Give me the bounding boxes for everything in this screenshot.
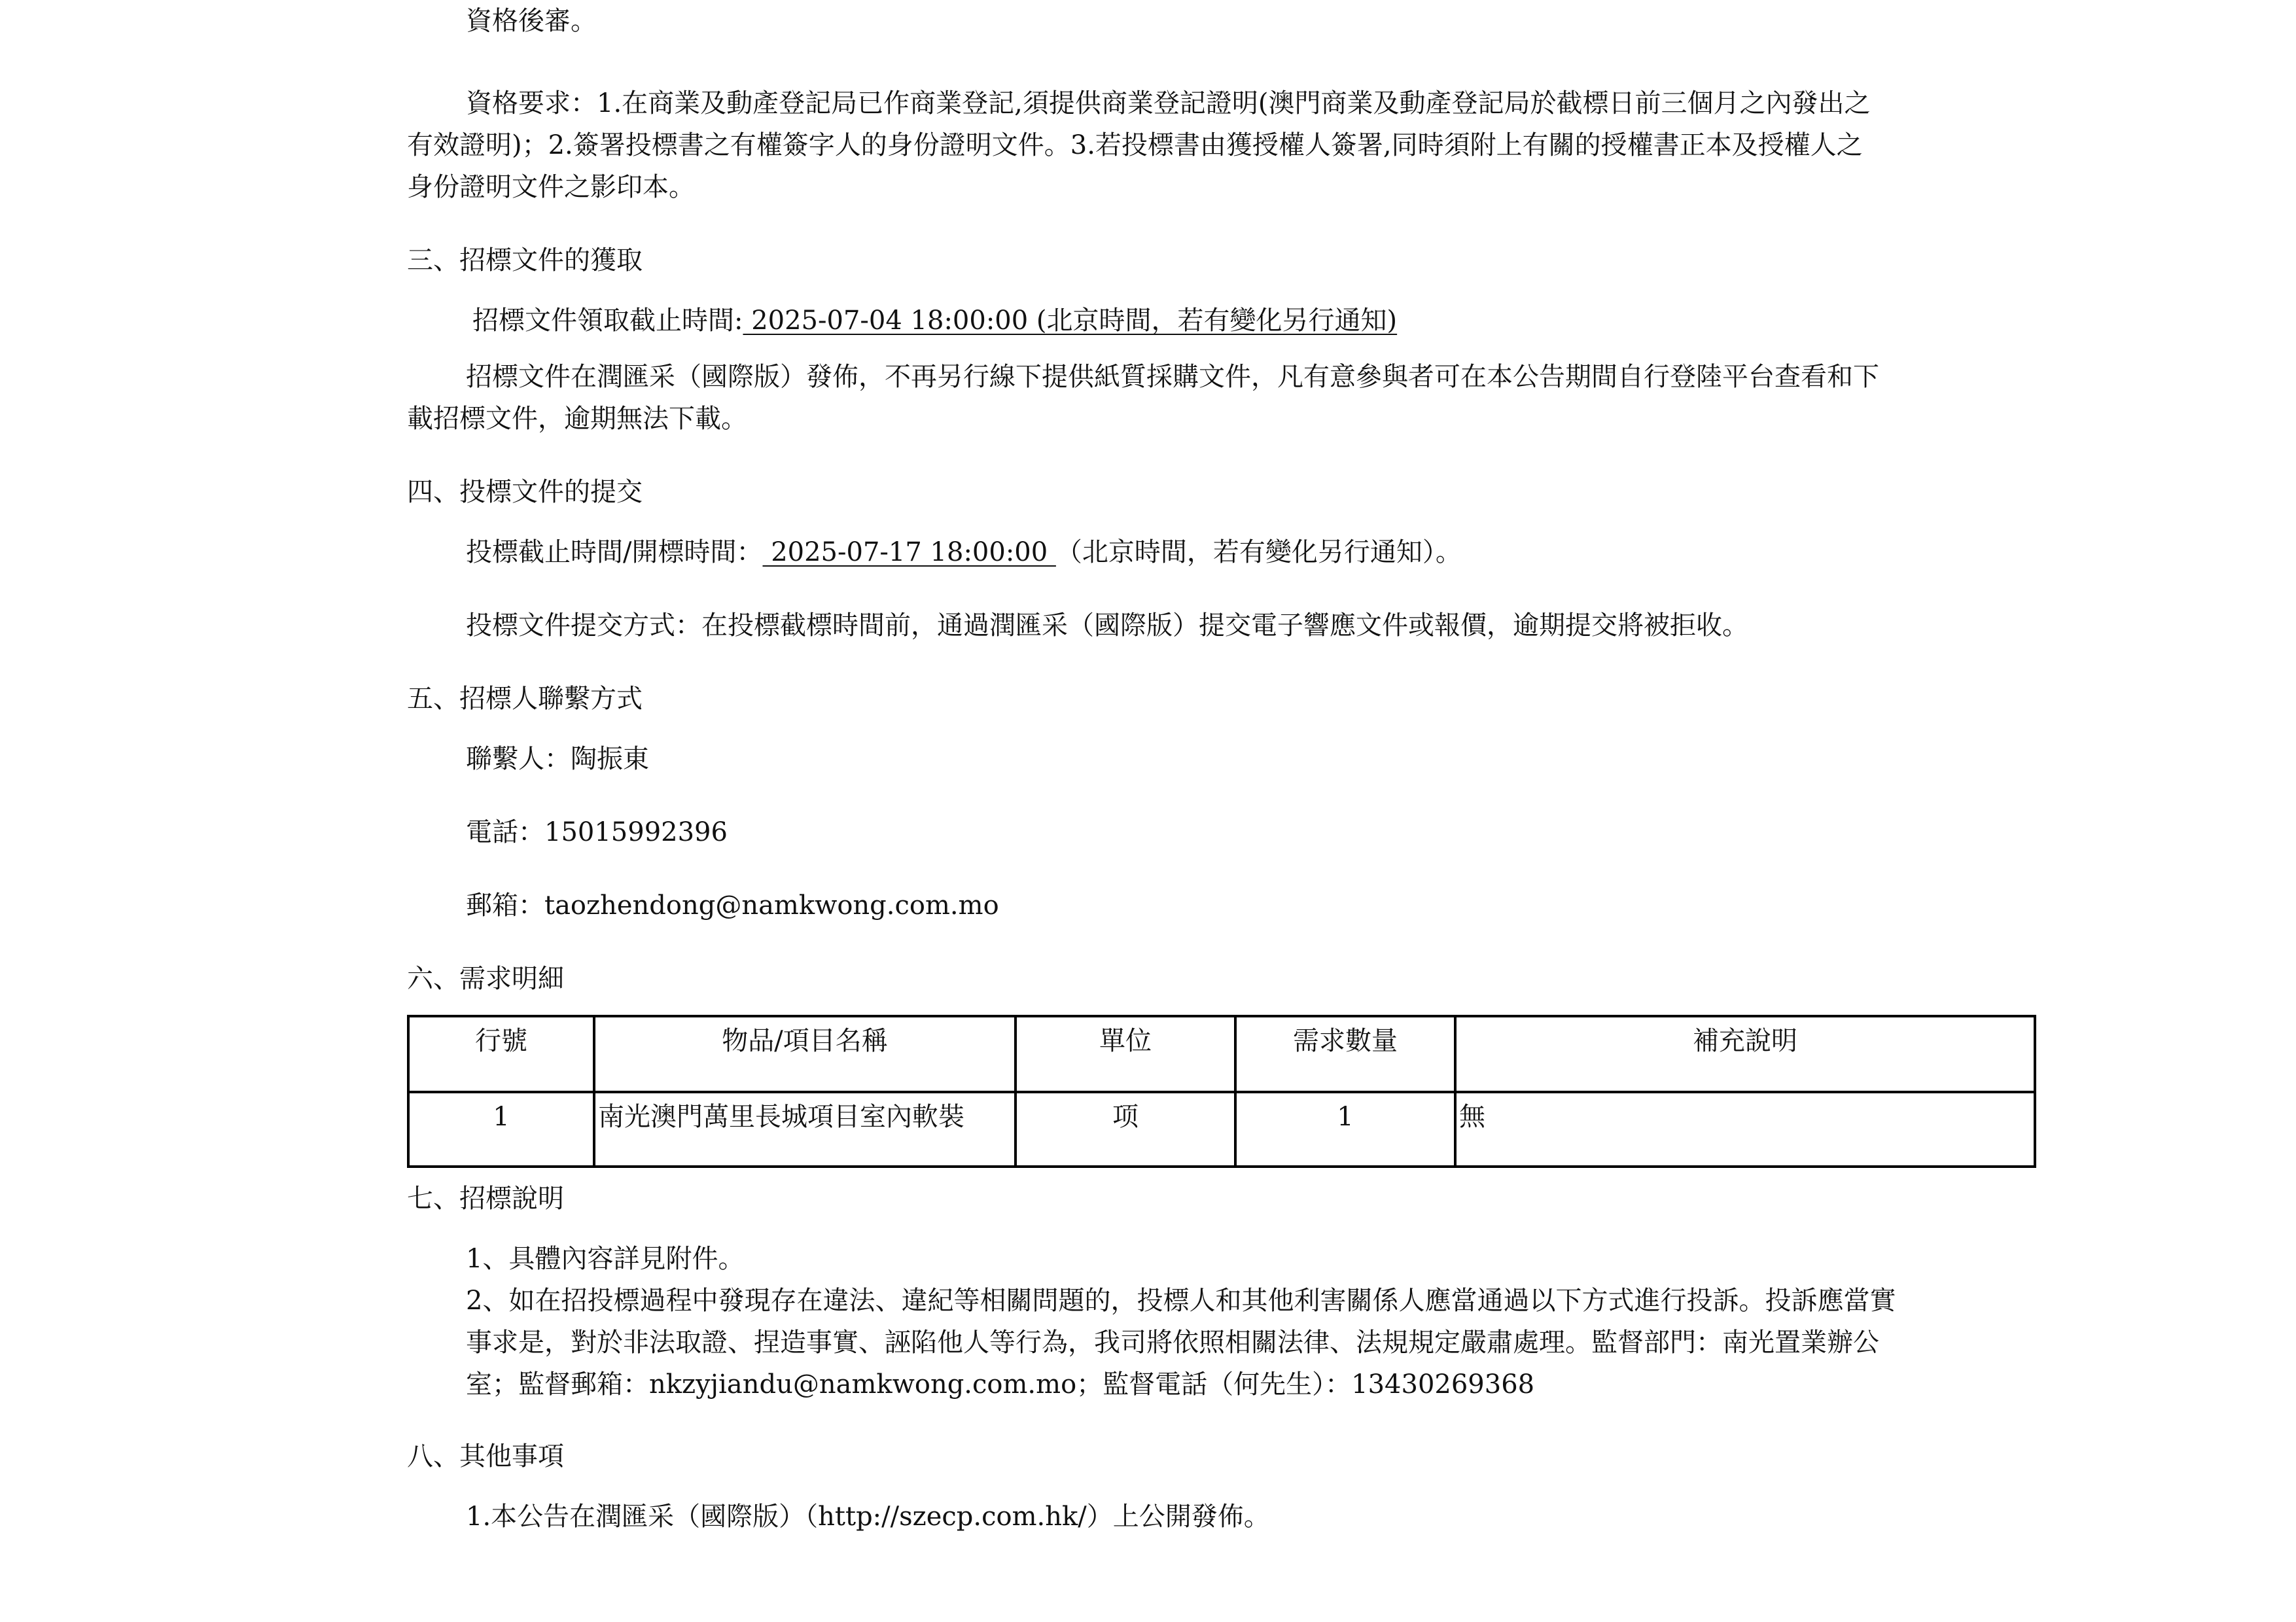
bid-submission-method: 投標文件提交方式：在投標截標時間前，通過潤匯采（國際版）提交電子響應文件或報價，逾期提交將被拒收。: [466, 610, 1748, 641]
section-6-heading: 六、需求明細: [407, 964, 564, 994]
table-cell-quantity: 1: [1235, 1092, 1455, 1167]
section-3-heading: 三、招標文件的獲取: [407, 245, 643, 275]
table-row: [408, 1092, 2035, 1167]
section-7-item-1: 1、具體內容詳見附件。: [466, 1244, 745, 1274]
table-header-unit: 單位: [1016, 1016, 1235, 1092]
section-8-item-1: 1.本公告在潤匯采（國際版）（http://szecp.com.hk/）上公開發佈。: [466, 1502, 1270, 1532]
section-4-heading: 四、投標文件的提交: [407, 477, 643, 507]
bid-document-deadline: [472, 305, 1397, 336]
table-header-line-number: 行號: [408, 1016, 594, 1092]
contact-email: 郵箱：taozhendong@namkwong.com.mo: [466, 890, 999, 921]
requirements-table: [407, 1015, 2036, 1168]
qualification-review-text: 資格後審。: [466, 6, 597, 36]
section-7-item-2-line-1: 2、如在招投標過程中發現存在違法、違紀等相關問題的，投標人和其他利害關係人應當通過以下方式進行投訴。投訴應當實: [466, 1286, 1896, 1316]
table-cell-line-number: 1: [408, 1092, 594, 1167]
table-cell-unit: 项: [1016, 1092, 1235, 1167]
qualification-requirements-line-1: 資格要求：1.在商業及動產登記局已作商業登記,須提供商業登記證明(澳門商業及動產登記局於截標日前三個月之內發出之: [466, 88, 1871, 118]
section-7-item-2-line-3: 室；監督郵箱：nkzyjiandu@namkwong.com.mo；監督電話（何先生）：13430269368: [466, 1369, 1535, 1400]
qualification-requirements-line-3: 身份證明文件之影印本。: [407, 172, 695, 202]
section-5-heading: 五、招標人聯繫方式: [407, 684, 643, 714]
bid-submission-deadline-suffix: （北京時間，若有變化另行通知）。: [1055, 537, 1462, 567]
qualification-requirements-line-2: 有效證明)；2.簽署投標書之有權簽字人的身份證明文件。3.若投標書由獲授權人簽署,同時須附上有關的授權書正本及授權人之: [407, 130, 1863, 160]
contact-person: 聯繫人：陶振東: [466, 744, 649, 774]
bid-submission-deadline-label: 投標截止時間/開標時間：: [466, 537, 763, 567]
bid-submission-deadline: [466, 537, 1462, 568]
section-8-heading: 八、其他事項: [407, 1441, 564, 1472]
bid-document-deadline-label: 招標文件領取截止時間:: [472, 306, 743, 336]
section-3-paragraph-line-2: 載招標文件，逾期無法下載。: [407, 404, 747, 434]
bid-submission-deadline-value: 2025-07-17 18:00:00: [762, 537, 1056, 567]
section-3-paragraph-line-1: 招標文件在潤匯采（國際版）發佈，不再另行線下提供紙質採購文件，凡有意參與者可在本公告期間自行登陸平台查看和下: [466, 362, 1879, 392]
section-7-item-2-line-2: 事求是，對於非法取證、捏造事實、誣陷他人等行為，我司將依照相關法律、法規規定嚴肅處理。監督部門：南光置業辦公: [466, 1328, 1879, 1358]
table-cell-item-name: 南光澳門萬里長城項目室內軟裝: [594, 1092, 1016, 1167]
table-header-quantity: 需求數量: [1235, 1016, 1455, 1092]
table-cell-remarks: 無: [1455, 1092, 2035, 1167]
contact-phone: 電話：15015992396: [466, 817, 728, 847]
table-header-item-name: 物品/項目名稱: [594, 1016, 1016, 1092]
section-7-heading: 七、招標說明: [407, 1184, 564, 1214]
bid-document-deadline-value: 2025-07-04 18:00:00 (北京時間，若有變化另行通知): [743, 306, 1398, 336]
requirements-table-header-row: [408, 1016, 2035, 1092]
table-header-remarks: 補充說明: [1455, 1016, 2035, 1092]
